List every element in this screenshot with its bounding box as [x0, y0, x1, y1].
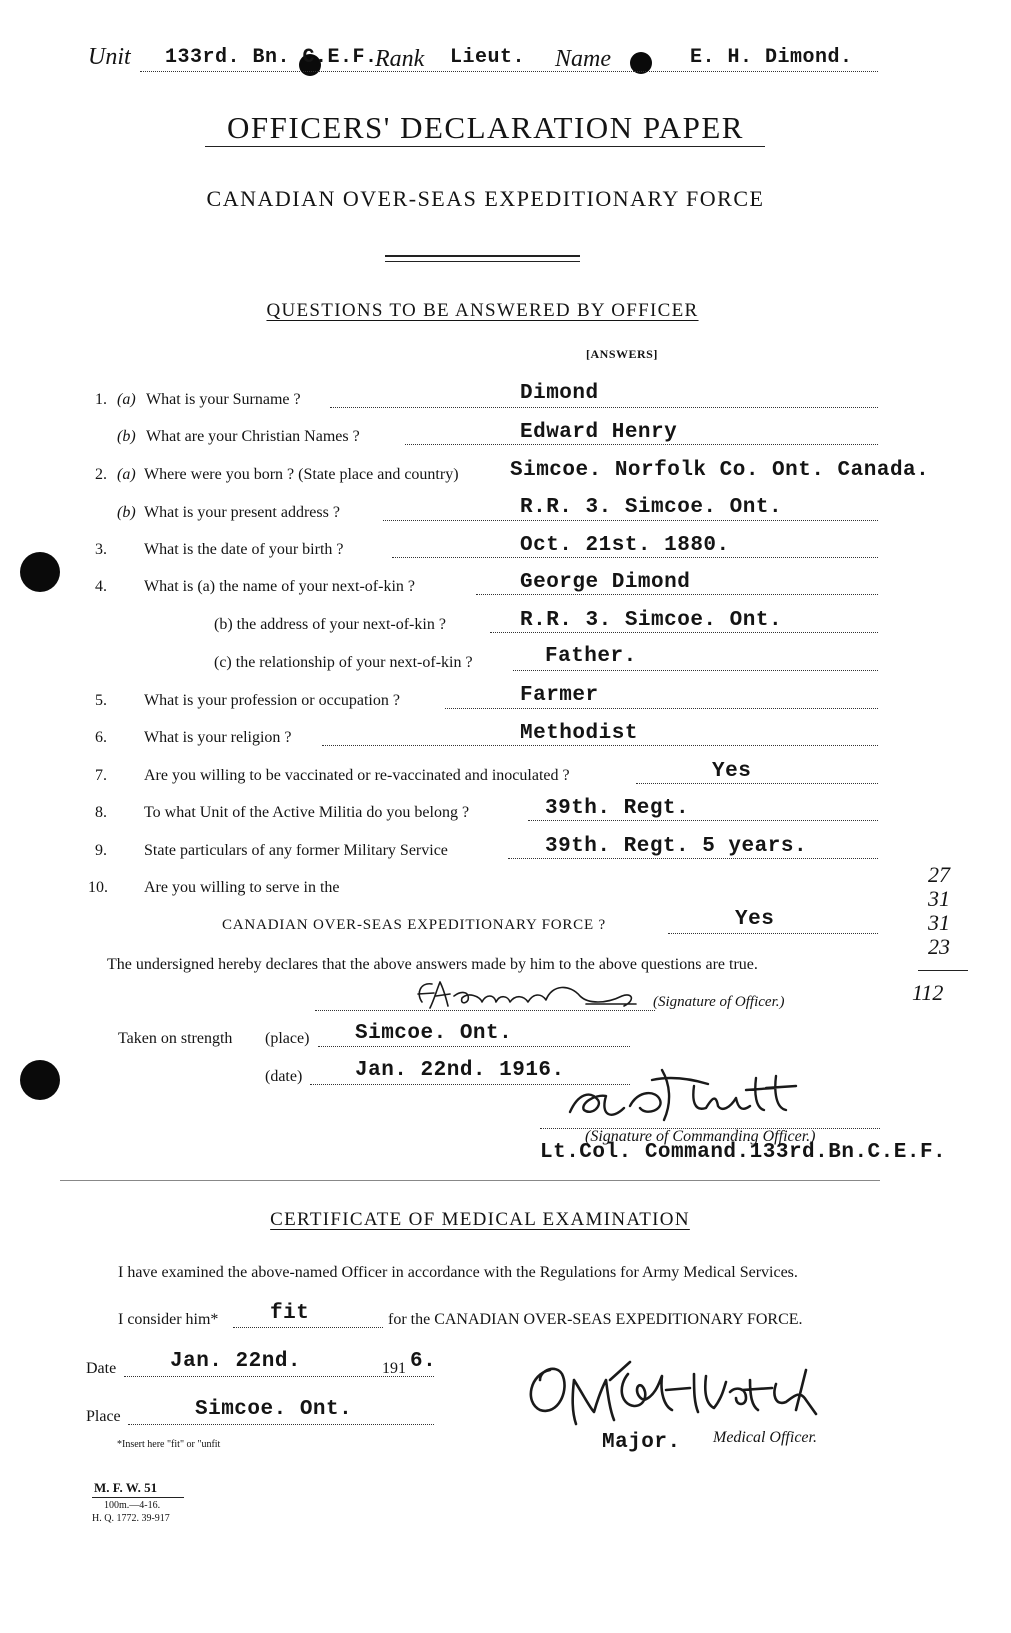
answer-religion: Methodist: [520, 722, 638, 745]
rank-value: Lieut.: [450, 46, 526, 69]
answer-line: [476, 594, 878, 595]
questions-heading: QUESTIONS TO BE ANSWERED BY OFFICER: [266, 300, 699, 321]
unit-value: 133rd. Bn. C.E.F.: [165, 46, 378, 69]
consider-line: [233, 1327, 383, 1328]
question-text: What is the date of your birth ?: [144, 541, 344, 558]
question-number: 4.: [95, 578, 107, 595]
question-number: 6.: [95, 729, 107, 746]
tally-number: 31: [928, 910, 950, 935]
answer-former-service: 39th. Regt. 5 years.: [545, 835, 808, 858]
answer-militia-unit: 39th. Regt.: [545, 797, 690, 820]
question-text: (c) the relationship of your next-of-kin ?: [214, 654, 473, 671]
answer-surname: Dimond: [520, 382, 599, 405]
question-text: What is your Surname ?: [146, 391, 301, 408]
tally-total: 112: [912, 980, 944, 1005]
form-code: M. F. W. 51: [94, 1480, 158, 1495]
punch-hole-bottom: [20, 1060, 60, 1100]
question-force-name: CANADIAN OVER-SEAS EXPEDITIONARY FORCE ?: [222, 917, 606, 933]
answer-line: [445, 708, 878, 709]
tally-number: 27: [928, 862, 950, 887]
taken-place-value: Simcoe. Ont.: [355, 1022, 513, 1045]
question-number: 2.: [95, 466, 107, 483]
officer-signature-caption: (Signature of Officer.): [653, 994, 785, 1010]
question-text: State particulars of any former Military Service: [144, 842, 448, 859]
footnote: *Insert here "fit" or "unfit: [117, 1439, 221, 1450]
co-signature-caption: (Signature of Commanding Officer.): [585, 1128, 816, 1145]
answer-line: [330, 407, 878, 408]
answer-line: [528, 820, 878, 821]
question-sub-label: (b): [117, 428, 136, 445]
question-text: What is your present address ?: [144, 504, 340, 521]
consider-force-text: for the CANADIAN OVER-SEAS EXPEDITIONARY FORCE.: [388, 1311, 803, 1328]
unit-label: Unit: [88, 44, 131, 70]
name-value: E. H. Dimond.: [690, 46, 853, 69]
question-number: 9.: [95, 842, 107, 859]
form-code-rule: [92, 1497, 184, 1498]
question-sub-label: (a): [117, 466, 136, 483]
medical-officer-rank: Major.: [602, 1431, 681, 1454]
question-number: 1.: [95, 391, 107, 408]
answer-line: [405, 444, 878, 445]
answer-line: [513, 670, 878, 671]
answer-birth-date: Oct. 21st. 1880.: [520, 534, 730, 557]
section-separator: [60, 1180, 880, 1181]
tally-rule: [918, 970, 968, 971]
medical-officer-label: Medical Officer.: [713, 1429, 817, 1446]
double-rule-top: [385, 255, 580, 257]
answer-occupation: Farmer: [520, 684, 599, 707]
question-text: What are your Christian Names ?: [146, 428, 360, 445]
tally-number: 23: [928, 934, 950, 959]
medical-examined-text: I have examined the above-named Officer in accordance with the Regulations for Army Medical Services.: [118, 1264, 798, 1281]
question-number: 7.: [95, 767, 107, 784]
medical-heading: CERTIFICATE OF MEDICAL EXAMINATION: [270, 1209, 690, 1230]
punch-hole-top: [20, 552, 60, 592]
question-text: What is (a) the name of your next-of-kin ?: [144, 578, 416, 595]
answer-willing-to-serve: Yes: [735, 908, 775, 931]
answer-line: [490, 632, 878, 633]
answer-next-of-kin-name: George Dimond: [520, 571, 691, 594]
answer-birthplace: Simcoe. Norfolk Co. Ont. Canada.: [510, 459, 930, 482]
taken-place-line: [318, 1046, 630, 1047]
question-text: Where were you born ? (State place and country): [144, 466, 459, 483]
question-number: 5.: [95, 692, 107, 709]
question-text: What is your religion ?: [144, 729, 292, 746]
answer-next-of-kin-relationship: Father.: [545, 645, 637, 668]
answers-label: [ANSWERS]: [586, 347, 658, 361]
answer-christian-names: Edward Henry: [520, 421, 678, 444]
answer-next-of-kin-address: R.R. 3. Simcoe. Ont.: [520, 609, 783, 632]
form-hq-info: H. Q. 1772. 39-917: [92, 1513, 170, 1524]
consider-value: fit: [270, 1302, 310, 1325]
question-number: 10.: [88, 879, 108, 896]
name-label: Name: [555, 46, 611, 72]
medical-date-label: Date: [86, 1360, 117, 1377]
question-text: To what Unit of the Active Militia do you belong ?: [144, 804, 470, 821]
co-title: Lt.Col. Command.133rd.Bn.C.E.F.: [540, 1141, 947, 1164]
answer-line: [322, 745, 878, 746]
medical-place-line: [128, 1424, 434, 1425]
question-sub-label: (b): [117, 504, 136, 521]
question-text: What is your profession or occupation ?: [144, 692, 400, 709]
officer-signature: [410, 974, 650, 1014]
question-text: (b) the address of your next-of-kin ?: [214, 616, 446, 633]
page-title: OFFICERS' DECLARATION PAPER: [227, 110, 744, 145]
declaration-text: The undersigned hereby declares that the above answers made by him to the above questions are true.: [107, 956, 758, 973]
consider-label: I consider him*: [118, 1311, 219, 1328]
medical-place-label: Place: [86, 1408, 121, 1425]
medical-officer-signature: [510, 1340, 850, 1440]
medical-date-value: Jan. 22nd.: [170, 1350, 302, 1373]
form-printing-info: 100m.—4-16.: [104, 1500, 161, 1511]
commanding-officer-signature: [560, 1050, 840, 1130]
medical-year-prefix: 191: [382, 1360, 406, 1377]
question-number: 8.: [95, 804, 107, 821]
question-text: Are you willing to serve in the: [144, 879, 340, 896]
question-text: Are you willing to be vaccinated or re-vaccinated and inoculated ?: [144, 767, 570, 784]
taken-date-label: (date): [265, 1068, 303, 1085]
title-underline: [205, 146, 765, 147]
medical-place-value: Simcoe. Ont.: [195, 1398, 353, 1421]
answer-line: [383, 520, 878, 521]
taken-date-value: Jan. 22nd. 1916.: [355, 1059, 565, 1082]
medical-year-digit: 6.: [410, 1350, 437, 1373]
officer-signature-line: [315, 1010, 655, 1011]
question-number: 3.: [95, 541, 107, 558]
rank-label: Rank: [375, 46, 425, 72]
taken-place-label: (place): [265, 1030, 310, 1047]
subtitle: CANADIAN OVER-SEAS EXPEDITIONARY FORCE: [206, 186, 765, 211]
question-sub-label: (a): [117, 391, 136, 408]
tally-number: 31: [928, 886, 950, 911]
double-rule-bottom: [385, 261, 580, 262]
answer-present-address: R.R. 3. Simcoe. Ont.: [520, 496, 783, 519]
answer-line: [508, 858, 878, 859]
answer-line: [392, 557, 878, 558]
taken-on-strength-label: Taken on strength: [118, 1030, 233, 1047]
answer-line: [668, 933, 878, 934]
answer-vaccination: Yes: [712, 760, 752, 783]
answer-line: [636, 783, 878, 784]
header-rule: [140, 71, 878, 72]
